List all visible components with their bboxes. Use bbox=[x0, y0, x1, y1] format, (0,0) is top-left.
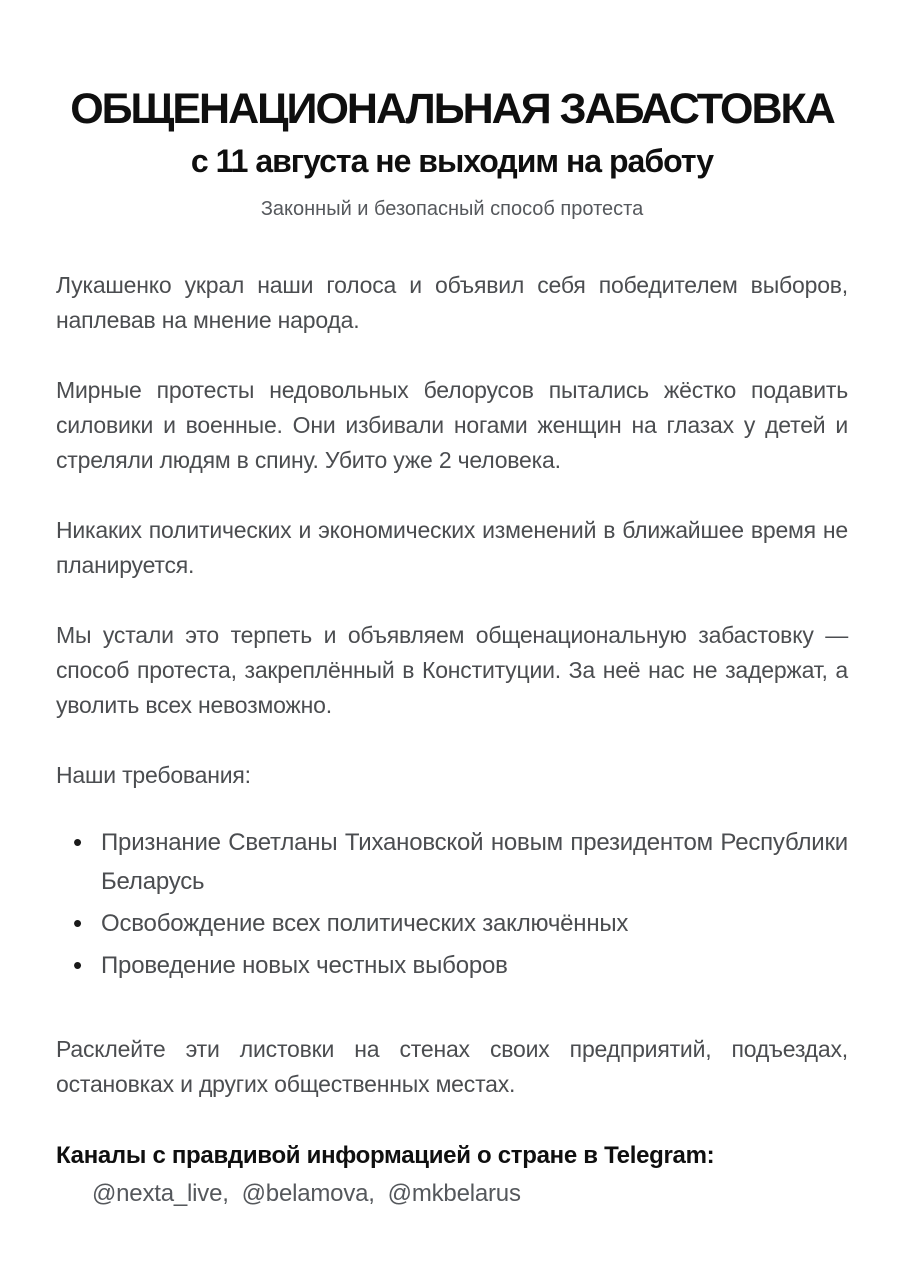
demand-item-free-prisoners: • Освобождение всех политических заключённых bbox=[56, 904, 848, 943]
page-subtitle: с 11 августа не выходим на работу bbox=[190, 143, 714, 180]
tagline: Законный и безопасный способ протеста bbox=[260, 198, 644, 221]
paragraph-stolen-votes: Лукашенко украл наши голоса и объявил себя победителем выборов, наплевав на мнение народа. bbox=[56, 272, 848, 334]
paragraph-protests-crackdown: Мирные протесты недовольных белорусов пытались жёстко подавить силовики и военные. Они избивали ногами женщин на глазах у детей и стреляли людям в спину. Убито уже 2 человека. bbox=[56, 377, 848, 474]
call-to-action: Расклейте эти листовки на стенах своих предприятий, подъездах, остановках и других общественных местах. bbox=[56, 1036, 848, 1098]
paragraph-strike-announcement: Мы устали это терпеть и объявляем общенациональную забастовку — способ протеста, закреплённый в Конституции. За неё нас не задержат, а уволить всех невозможно. bbox=[56, 622, 848, 719]
paragraph-no-changes: Никаких политических и экономических изменений в ближайшее время не планируется. bbox=[56, 517, 848, 579]
telegram-channels-heading: Каналы с правдивой информацией о стране в Telegram: bbox=[56, 1142, 715, 1170]
demand-item-recognize-president: • Признание Светланы Тихановской новым президентом Республики Беларусь bbox=[56, 823, 848, 901]
page-title: ОБЩЕНАЦИОНАЛЬНАЯ ЗАБАСТОВКА bbox=[70, 85, 834, 133]
demands-list bbox=[56, 823, 848, 985]
demand-item-new-elections: • Проведение новых честных выборов bbox=[56, 946, 848, 985]
telegram-channels-list: @nexta_live, @belamova, @mkbelarus bbox=[92, 1180, 521, 1208]
demands-heading: Наши требования: bbox=[56, 762, 251, 789]
